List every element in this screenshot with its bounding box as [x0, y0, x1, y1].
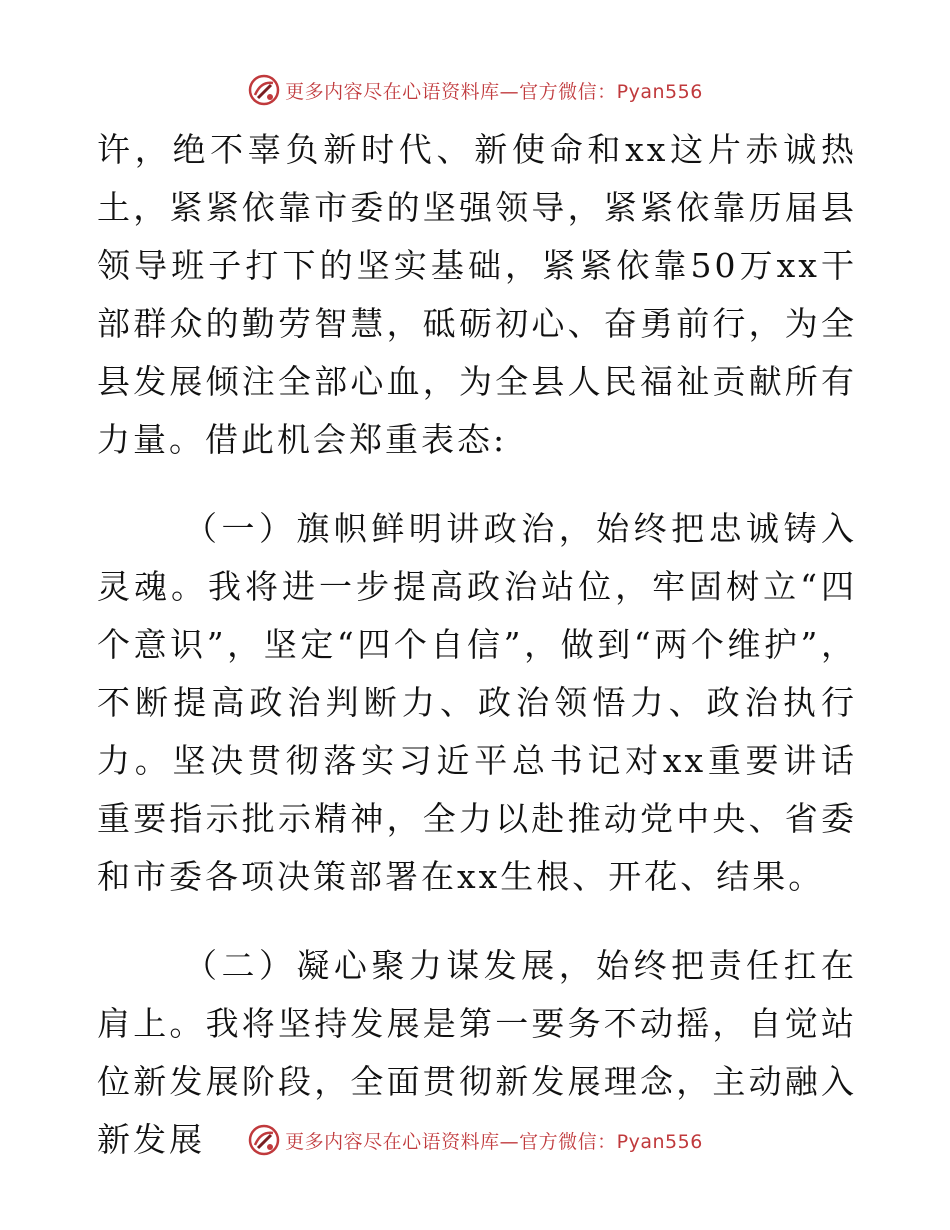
footer-watermark-text: 更多内容尽在心语资料库—官方微信：Pyan556: [285, 1130, 703, 1153]
logo-icon: [247, 73, 281, 107]
header-watermark: [0, 70, 950, 110]
logo-icon: [247, 1123, 281, 1157]
paragraph-section-one: （一）旗帜鲜明讲政治，始终把忠诚铸入灵魂。我将进一步提高政治站位，牢固树立“四个意识”，坚定“四个自信”，做到“两个维护”，不断提高政治判断力、政治领悟力、政治执行力。坚决贯彻落实习近平总书记对xx重要讲话重要指示批示精神，全力以赴推动党中央、省委和市委各项决策部署在xx生根、开花、结果。: [97, 509, 857, 896]
document-body: [97, 121, 857, 1169]
paragraph-continuation: 许，绝不辜负新时代、新使命和xx这片赤诚热土，紧紧依靠市委的坚强领导，紧紧依靠历届县领导班子打下的坚实基础，紧紧依靠50万xx干部群众的勤劳智慧，砥砺初心、奋勇前行，为全县发展倾注全部心血，为全县人民福祉贡献所有力量。借此机会郑重表态:: [97, 130, 857, 459]
footer-watermark: [0, 1120, 950, 1160]
header-watermark-text: 更多内容尽在心语资料库—官方微信：Pyan556: [285, 80, 703, 103]
paragraph-section-two: （二）凝心聚力谋发展，始终把责任扛在肩上。我将坚持发展是第一要务不动摇，自觉站位新发展阶段，全面贯彻新发展理念，主动融入新发展: [97, 946, 857, 1159]
